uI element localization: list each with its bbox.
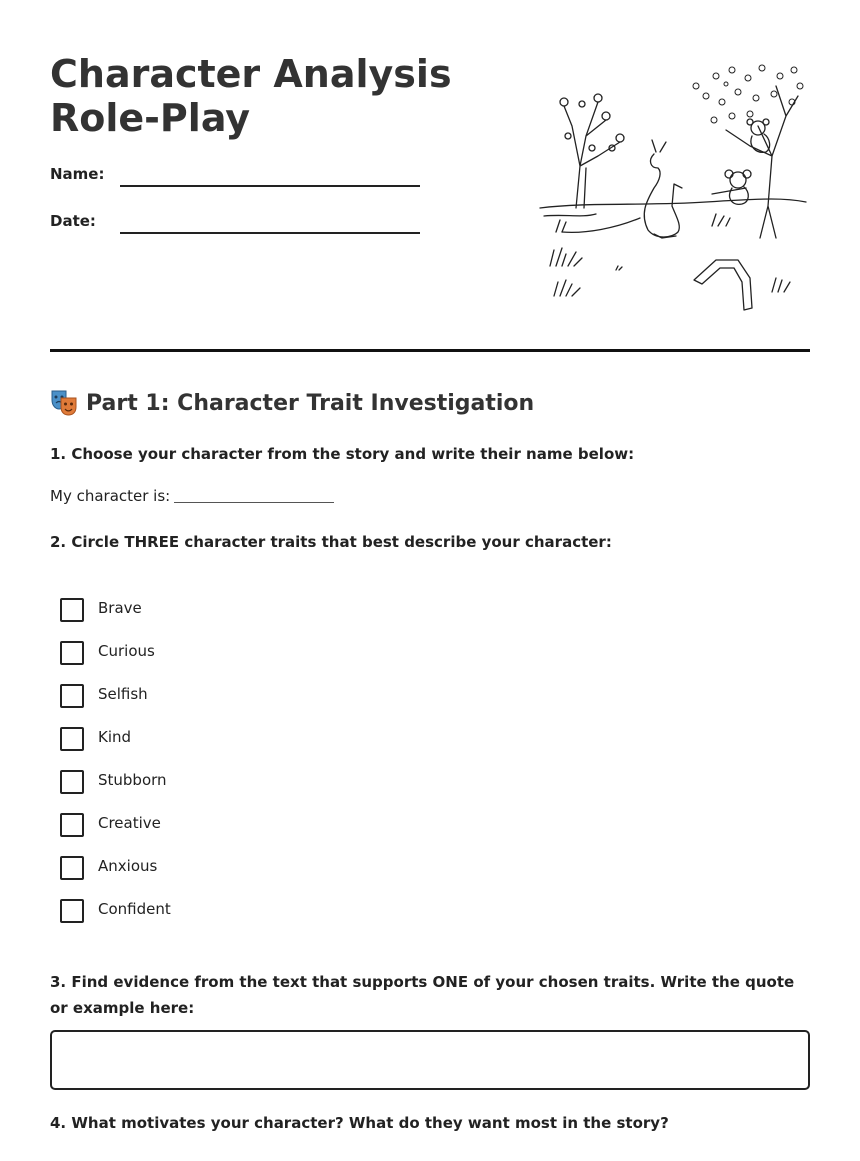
checkbox[interactable] [60,856,84,880]
part1-heading [50,388,534,419]
trait-item-curious[interactable] [60,630,360,673]
trait-item-stubborn[interactable] [60,759,360,802]
trait-label: Kind [98,728,132,746]
character-name-blank[interactable] [174,486,334,503]
trait-item-selfish[interactable] [60,673,360,716]
trait-item-kind[interactable] [60,716,360,759]
question-2: 2. Circle THREE character traits that best describe your character: [50,533,612,551]
part1-heading-text: Part 1: Character Trait Investigation [86,391,535,416]
name-line[interactable] [120,185,420,187]
trait-label: Confident [98,900,171,918]
australian-animals-illustration [536,56,810,312]
trait-label: Curious [98,642,155,660]
character-name-answer [50,483,334,509]
trait-item-creative[interactable] [60,802,360,845]
trait-item-brave[interactable] [60,587,360,630]
trait-checklist [60,587,360,931]
question-3: 3. Find evidence from the text that supports ONE of your chosen traits. Write the quote or example here: [50,973,795,1017]
trait-label: Anxious [98,857,158,875]
trait-item-confident[interactable] [60,888,360,931]
date-line[interactable] [120,232,420,234]
checkbox[interactable] [60,813,84,837]
checkbox[interactable] [60,770,84,794]
trait-label: Selfish [98,685,148,703]
worksheet-title: Character Analysis Role-Play [50,52,452,140]
trait-label: Brave [98,599,142,617]
name-field [50,165,420,189]
checkbox[interactable] [60,727,84,751]
checkbox[interactable] [60,641,84,665]
trait-label: Stubborn [98,771,167,789]
theater-masks-icon [50,388,78,416]
date-label: Date: [50,212,96,230]
name-label: Name: [50,165,105,183]
question-4: 4. What motivates your character? What do they want most in the story? [50,1114,669,1132]
evidence-answer-box[interactable] [50,1030,810,1090]
checkbox[interactable] [60,899,84,923]
checkbox[interactable] [60,684,84,708]
character-prompt: My character is: [50,487,171,505]
trait-item-anxious[interactable] [60,845,360,888]
checkbox[interactable] [60,598,84,622]
header-divider [50,349,810,352]
trait-label: Creative [98,814,161,832]
question-1: 1. Choose your character from the story and write their name below: [50,445,635,463]
date-field [50,212,420,236]
